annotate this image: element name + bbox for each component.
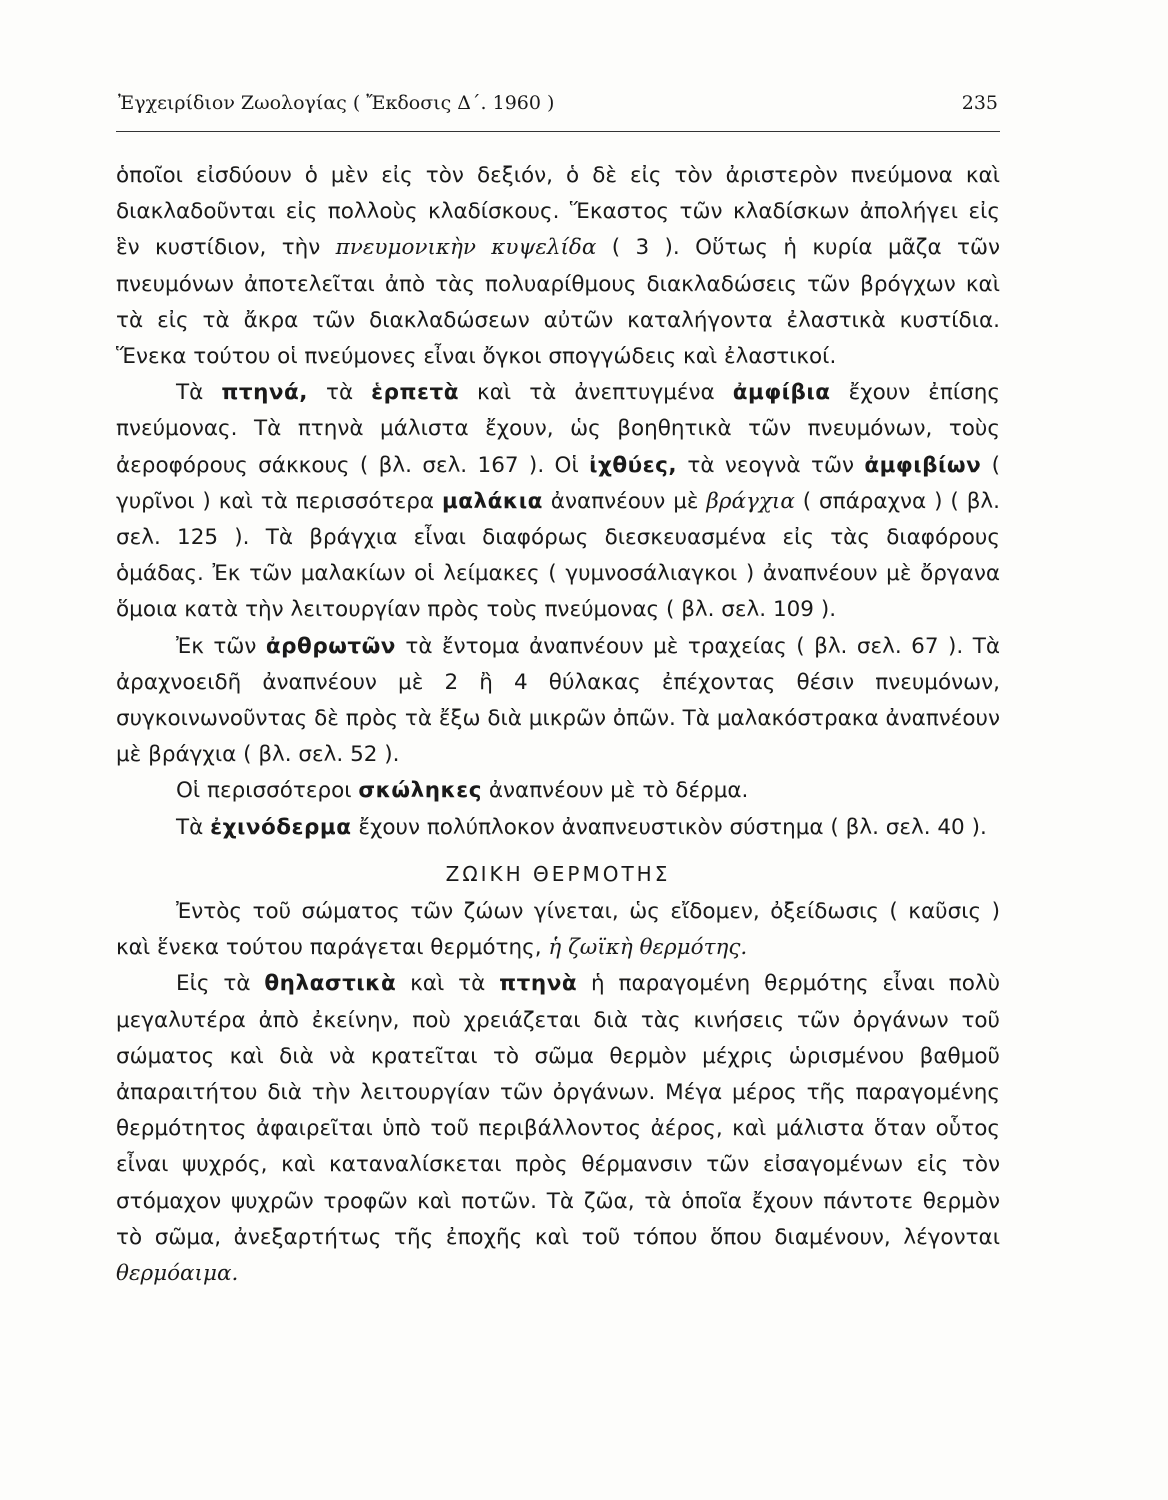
bold-term: ἀμφίβια: [732, 380, 831, 406]
bold-term: σκώληκες: [358, 778, 483, 804]
text-run: Τὰ: [176, 380, 222, 406]
bold-term: ἀμφιβίων: [864, 452, 982, 478]
paragraph-2: [116, 375, 1000, 628]
text-run: Εἰς τὰ: [176, 971, 265, 997]
bold-term: πτηνὰ: [499, 971, 578, 997]
text-run: ( σπάραχνα ) ( βλ. σελ. 125 ). Τὰ βράγχια εἶναι διαφόρως διεσκευασμένα εἰς τὰς διαφόρους ὁμάδας. Ἐκ τῶν μαλακίων οἱ λείμακες ( γυμνοσάλιαγκοι ) ἀναπνέουν μὲ ὄργανα ὅμοια κατὰ τὴν λειτουργίαν πρὸς τοὺς πνεύμονας ( βλ. σελ. 109 ).: [116, 488, 1000, 623]
text-run: τὰ: [307, 380, 372, 406]
text-run: Οἱ περισσότεροι: [176, 778, 359, 804]
text-run: τὰ ἔντομα ἀναπνέουν μὲ τραχείας ( βλ. σελ. 67 ). Τὰ ἀραχνοειδῆ ἀναπνέουν μὲ 2 ἢ 4 θύλακας ἐπέχοντας θέσιν πνευμόνων, συγκοινωνοῦντας δὲ πρὸς τὰ ἔξω διὰ μικρῶν ὀπῶν. Τὰ μαλακόστρακα ἀναπνέουν μὲ βράγχια ( βλ. σελ. 52 ).: [116, 633, 1001, 768]
text-run: Ἐκ τῶν: [176, 633, 266, 659]
text-run: ἀναπνέουν μὲ: [542, 488, 707, 514]
paragraph-1: [116, 158, 1000, 375]
running-header: [118, 92, 998, 124]
text-run: τὰ νεογνὰ τῶν: [677, 452, 865, 478]
text-run: ἡ παραγομένη θερμότης εἶναι πολὺ μεγαλυτέρα ἀπὸ ἐκείνην, ποὺ χρειάζεται διὰ τὰς κινήσεις τῶν ὀργάνων τοῦ σώματος καὶ διὰ νὰ κρατεῖται τὸ σῶμα θερμὸν μέχρις ὡρισμένου βαθμοῦ ἀπαραιτήτου διὰ τὴν λειτουργίαν τῶν ὀργάνων. Μέγα μέρος τῆς παραγομένης θερμότητος ἀφαιρεῖται ὑπὸ τοῦ περιβάλλοντος ἀέρος, καὶ μάλιστα ὅταν οὗτος εἶναι ψυχρός, καὶ καταναλίσκεται πρὸς θέρμανσιν τῶν εἰσαγομένων εἰς τὸν στόμαχον ψυχρῶν τροφῶν καὶ ποτῶν. Τὰ ζῶα, τὰ ὁποῖα ἔχουν πάντοτε θερμὸν τὸ σῶμα, ἀνεξαρτήτως τῆς ἐποχῆς καὶ τοῦ τόπου ὅπου διαμένουν, λέγονται: [116, 971, 1001, 1250]
italic-term: θερμόαιμα.: [116, 1261, 239, 1287]
text-run: καὶ τὰ: [396, 971, 500, 997]
italic-term: πνευμονικὴν κυψελίδα: [335, 235, 597, 261]
text-run: καὶ τὰ ἀνεπτυγμένα: [459, 380, 733, 406]
bold-term: ἐχινόδερμα: [210, 814, 352, 840]
text-run: ἔχουν πολύπλοκον ἀναπνευστικὸν σύστημα ( βλ. σελ. 40 ).: [351, 814, 987, 840]
page-number: 235: [961, 92, 998, 114]
bold-term: πτηνά,: [221, 380, 308, 406]
paragraph-6: [116, 894, 1000, 966]
bold-term: ἰχθύες,: [589, 452, 678, 478]
bold-term: ἀρθρωτῶν: [265, 633, 396, 659]
header-rule: [116, 131, 1000, 132]
paragraph-4: [116, 773, 1000, 809]
page-body: [116, 158, 1000, 1292]
section-heading: ΖΩΙΚΗ ΘΕΡΜΟΤΗΣ: [445, 861, 671, 886]
paragraph-7: [116, 966, 1000, 1292]
text-run: ἀναπνέουν μὲ τὸ δέρμα.: [482, 778, 749, 804]
text-run: ( γυρῖνοι ) καὶ τὰ περισσότερα: [116, 452, 1001, 514]
bold-term: θηλαστικὰ: [264, 971, 397, 997]
paragraph-3: [116, 629, 1000, 774]
text-run: ( 3 ). Οὕτως ἡ κυρία μᾶζα τῶν πνευμόνων ἀποτελεῖται ἀπὸ τὰς πολυαρίθμους διακλαδώσεις τῶν βρόγχων καὶ τὰ εἰς τὰ ἄκρα τῶν διακλαδώσεων αὐτῶν καταλήγοντα ἐλαστικὰ κυστίδια. Ἕνεκα τούτου οἱ πνεύμονες εἶναι ὄγκοι σπογγώδεις καὶ ἐλαστικοί.: [116, 235, 1000, 370]
paragraph-5: [116, 810, 1000, 846]
bold-term: ἑρπετὰ: [371, 380, 459, 406]
running-title: Ἐγχειρίδιον Ζωολογίας ( Ἔκδοσις Δ΄. 1960 ): [118, 92, 555, 114]
text-run: ὁποῖοι εἰσδύουν ὁ μὲν εἰς τὸν δεξιόν, ὁ δὲ εἰς τὸν ἀριστερὸν πνεύμονα καὶ διακλαδοῦνται εἰς πολλοὺς κλαδίσκους. Ἕκαστος τῶν κλαδίσκων ἀπολήγει εἰς ἓν κυστίδιον, τὴν: [116, 163, 1000, 261]
italic-term: ἡ ζωϊκὴ θερμότης.: [548, 935, 748, 961]
italic-term: βράγχια: [706, 488, 795, 514]
text-run: ἔχουν ἐπίσης πνεύμονας. Τὰ πτηνὰ μάλιστα ἔχουν, ὡς βοηθητικὰ τῶν πνευμόνων, τοὺς ἀεροφόρους σάκκους ( βλ. σελ. 167 ). Οἱ: [116, 380, 1000, 478]
bold-term: μαλάκια: [441, 488, 543, 514]
text-run: Τὰ: [176, 814, 211, 840]
text-run: Ἐντὸς τοῦ σώματος τῶν ζώων γίνεται, ὡς εἴδομεν, ὀξείδωσις ( καῦσις ) καὶ ἕνεκα τούτου παράγεται θερμότης,: [116, 899, 1000, 961]
